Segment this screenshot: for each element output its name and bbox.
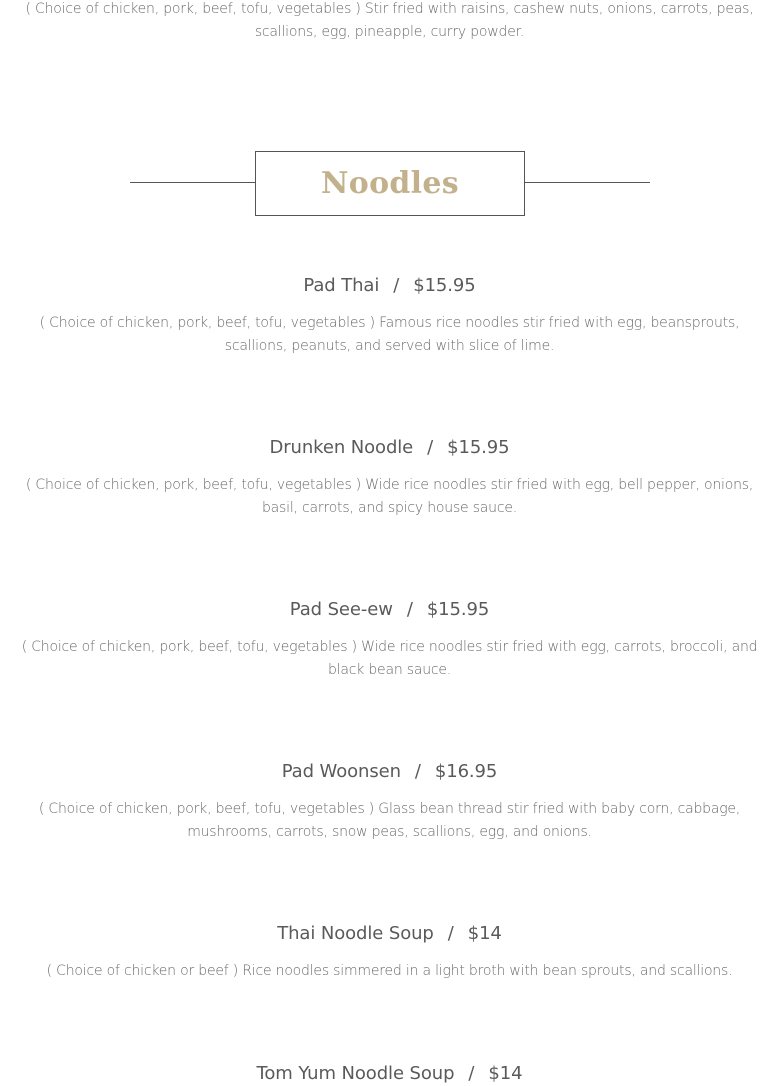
menu-item-name: Drunken Noodle [269,437,414,458]
menu-item-title [0,436,765,460]
section-header [130,151,650,216]
price-separator: / [447,923,454,944]
menu-item-description: ( Choice of chicken, pork, beef, tofu, vegetables ) Stir fried with raisins, cashew nuts, onions, carrots, peas, scallions, egg, pineapple, curry powder. [25,1,754,40]
menu-item-name: Pad Woonsen [281,761,401,782]
menu-item-price: $15.95 [413,275,476,296]
menu-item-name: Pad See-ew [289,599,393,620]
section-title-box [255,151,525,216]
menu-item-name: Thai Noodle Soup [277,923,434,944]
price-separator: / [393,275,400,296]
section-title: Noodles [321,166,459,201]
menu-item-price: $15.95 [447,437,510,458]
menu-item-description: ( Choice of chicken, pork, beef, tofu, vegetables ) Famous rice noodles stir fried with egg, beansprouts, scallions, peanuts, and served with slice of lime. [39,315,740,354]
menu-item-title [0,922,765,946]
menu-item-price: $14 [467,923,502,944]
menu-item-price: $15.95 [426,599,490,620]
menu-item-title [0,274,765,298]
menu-item-price: $16.95 [434,761,498,782]
menu-item-title [0,1062,765,1086]
menu-item-price: $14 [488,1063,523,1084]
menu-item-description: ( Choice of chicken or beef ) Rice noodles simmered in a light broth with bean sprouts, and scallions. [46,963,733,979]
price-separator: / [427,437,434,458]
divider-line [130,182,255,183]
menu-item-title [0,760,765,784]
menu-item-name: Pad Thai [303,275,380,296]
menu-item-description: ( Choice of chicken, pork, beef, tofu, vegetables ) Wide rice noodles stir fried with egg, bell pepper, onions, basil, carrots, and spicy house sauce. [25,477,754,516]
menu-item-description: ( Choice of chicken, pork, beef, tofu, vegetables ) Wide rice noodles stir fried with egg, carrots, broccoli, and black bean sauce. [21,639,758,678]
price-separator: / [414,761,421,782]
divider-line [524,182,650,183]
menu-item-title [0,598,765,622]
price-separator: / [468,1063,475,1084]
menu-item-name: Tom Yum Noodle Soup [256,1063,455,1084]
menu-item-description: ( Choice of chicken, pork, beef, tofu, vegetables ) Glass bean thread stir fried with baby corn, cabbage, mushrooms, carrots, snow peas, scallions, egg, and onions. [38,801,741,840]
price-separator: / [406,599,413,620]
